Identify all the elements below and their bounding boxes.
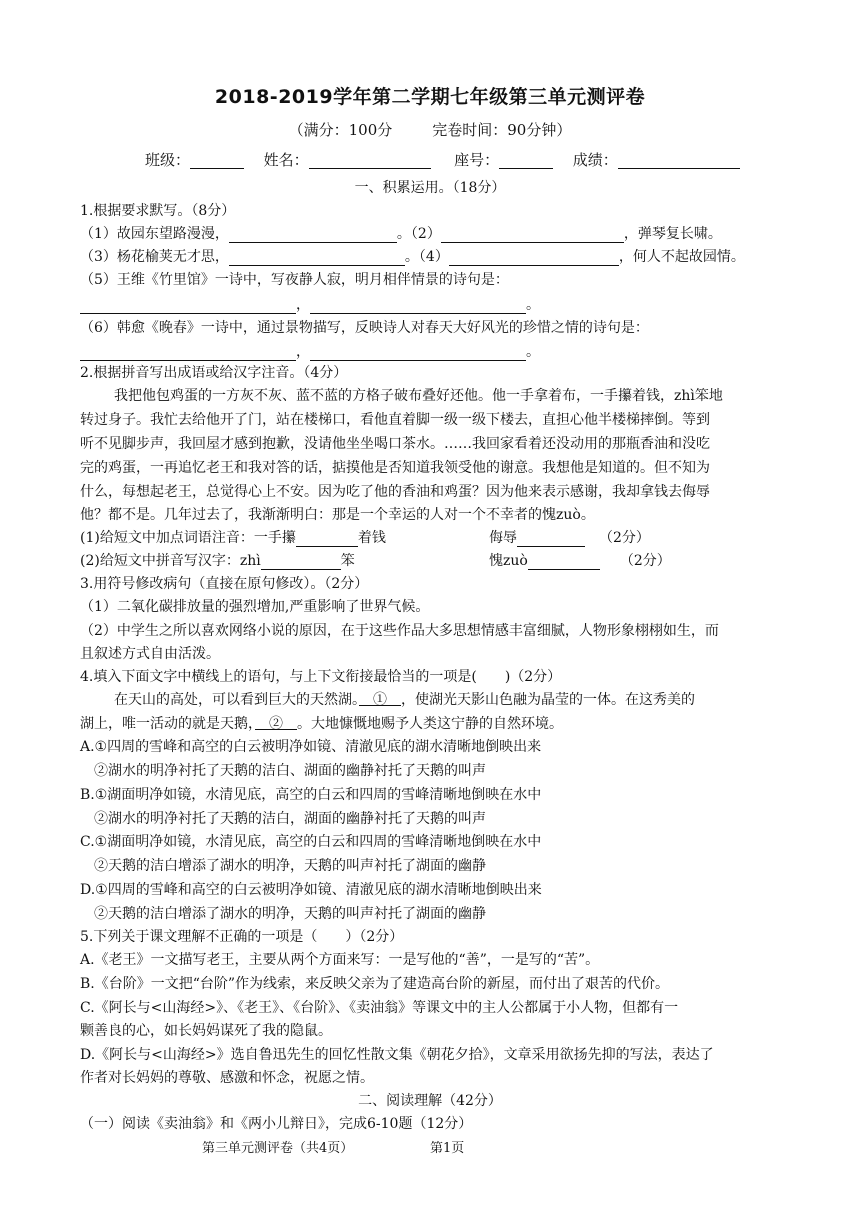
seat-label: 座号： (454, 151, 500, 169)
q1-2-text: ，弹琴复长啸。 (623, 226, 722, 242)
q2-sub1-b (489, 529, 650, 547)
q1-6-blank-b[interactable] (310, 346, 526, 361)
q5-option-d-cont: 作者对长妈妈的尊敬、感激和怀念，祝愿之情。 (80, 1070, 374, 1086)
q2-sub2-text: (2)给短文中拼音写汉字：zhì (80, 553, 261, 569)
exam-subtitle (0, 121, 860, 139)
q5-stem: 5.下列关于课文理解不正确的一项是（ ）（2分） (80, 929, 404, 945)
q5-option-d[interactable]: D.《阿长与<山海经>》选自鲁迅先生的回忆性散文集《朝花夕拾》，文章采用欲扬先抑的写法，表达了 (80, 1047, 714, 1063)
q1-5-blank-b[interactable] (310, 299, 526, 314)
passage-line: 我把他包鸡蛋的一方灰不灰、蓝不蓝的方格子破布叠好还他。他一手拿着布，一手攥着钱，zhì笨地 (114, 388, 723, 404)
q2-stem: 2.根据拼音写出成语或给汉字注音。（4分） (80, 365, 348, 381)
section2-heading: 二、阅读理解（42分） (358, 1093, 502, 1109)
q1-2-blank[interactable] (441, 228, 624, 243)
q1-3-blank[interactable] (229, 251, 405, 266)
q2-sub2 (80, 552, 355, 570)
q1-5-stem: （5）王维《竹里馆》一诗中，写夜静人寂，明月相伴情景的诗句是： (80, 272, 509, 288)
q4-stem: 4.填入下面文字中横线上的语句，与上下文衔接最恰当的一项是( )（2分） (80, 669, 562, 685)
page-title: 2018-2019学年第二学期七年级第三单元测评卷 (214, 86, 646, 108)
full-score-text: （满分：100分 (288, 121, 393, 139)
q4-option-a1[interactable]: A.①四周的雪峰和高空的白云被明净如镜、清澈见底的湖水清晰地倒映出来 (80, 739, 542, 755)
seat-blank[interactable] (499, 154, 553, 169)
q3-line2: （2）中学生之所以喜欢网络小说的原因，在于这些作品大多思想情感丰富细腻，人物形象栩栩如生，而 (80, 623, 719, 639)
q1-line1 (80, 225, 722, 243)
passage-line: 听不见脚步声，我回屋才感到抱歉，没请他坐坐喝口茶水。……我回家看着还没动用的那瓶香油和没吃 (80, 436, 710, 452)
section2-part1: （一）阅读《卖油翁》和《两小儿辩日》，完成6-10题（12分） (80, 1116, 473, 1132)
q4-option-c1[interactable]: C.①湖面明净如镜，水清见底，高空的白云和四周的雪峰清晰地倒映在水中 (80, 834, 542, 850)
q1-line2 (80, 248, 745, 266)
exam-time-text: 完卷时间：90分钟） (432, 121, 572, 139)
q5-option-b[interactable]: B.《台阶》一文把“台阶”作为线索，来反映父亲为了建造高台阶的新屋，而付出了艰苦的代价。 (80, 976, 670, 992)
q3-line1: （1）二氧化碳排放量的强烈增加,严重影响了世界气候。 (80, 599, 430, 615)
q4-text: 湖上，唯一活动的就是天鹅， (80, 716, 255, 732)
q1-4-text: ，何人不起故园情。 (618, 249, 745, 265)
q2-sub2-b (489, 552, 671, 570)
q2-sub2-word: 笨 (340, 553, 355, 569)
q1-1-text: （1）故园东望路漫漫， (80, 226, 229, 242)
q4-text: ，使湖光天影山色融为晶莹的一体。在这秀美的 (401, 692, 695, 708)
q4-passage-2 (80, 715, 563, 733)
q4-passage-1 (114, 691, 695, 709)
period: 。 (526, 297, 540, 313)
q2-sub1-blank-a[interactable] (296, 532, 358, 547)
q1-4-label: 。（4） (404, 249, 449, 265)
class-label: 班级： (145, 151, 191, 169)
q2-sub2-word2: 愧zuò (489, 553, 528, 569)
q1-6-answer (80, 343, 540, 361)
q4-blank-2[interactable]: ② (255, 716, 297, 732)
q5-option-a[interactable]: A.《老王》一文描写老王，主要从两个方面来写：一是写他的“善”，一是写的“苦”。 (80, 952, 600, 968)
passage-line: 完的鸡蛋，一再追忆老王和我对答的话，掂摸他是否知道我领受他的谢意。我想他是知道的。但不知为 (80, 460, 710, 476)
q3-line2-cont: 且叙述方式自由活泼。 (80, 646, 220, 662)
period: 。 (526, 344, 540, 360)
page-number: 第1页 (430, 1141, 465, 1156)
section1-heading: 一、积累运用。（18分） (354, 180, 506, 196)
q2-sub1-text: (1)给短文中加点词语注音：一手攥 (80, 530, 296, 546)
q1-6-stem: （6）韩愈《晚春》一诗中，通过景物描写，反映诗人对春天大好风光的珍惜之情的诗句是： (80, 320, 649, 336)
passage-line: 他？都不是。几年过去了，我渐渐明白：那是一个幸运的人对一个不幸者的愧zuò。 (80, 507, 595, 523)
q1-5-blank-a[interactable] (80, 299, 296, 314)
q2-sub1-score: （2分） (599, 530, 650, 546)
name-blank[interactable] (309, 154, 431, 169)
q2-sub2-score: （2分） (619, 553, 671, 569)
score-label: 成绩： (572, 151, 618, 169)
q1-stem: 1.根据要求默写。（8分） (80, 203, 236, 219)
q4-option-b1[interactable]: B.①湖面明净如镜，水清见底，高空的白云和四周的雪峰清晰地倒映在水中 (80, 787, 542, 803)
q4-text: 在天山的高处，可以看到巨大的天然湖。 (114, 692, 359, 708)
q4-option-c2: ②天鹅的洁白增添了湖水的明净，天鹅的叫声衬托了湖面的幽静 (94, 858, 486, 874)
score-blank[interactable] (618, 154, 740, 169)
q4-blank-1[interactable]: ① (359, 692, 401, 708)
q5-option-c[interactable]: C.《阿长与<山海经>》、《老王》、《台阶》、《卖油翁》等课文中的主人公都属于小人物，但都有一 (80, 1000, 679, 1016)
q4-text: 。大地慷慨地赐予人类这宁静的自然环境。 (297, 716, 563, 732)
q4-option-a2: ②湖水的明净衬托了天鹅的洁白、湖面的幽静衬托了天鹅的叫声 (94, 763, 486, 779)
q1-3-text: （3）杨花榆荚无才思， (80, 249, 229, 265)
class-blank[interactable] (190, 154, 244, 169)
q1-6-blank-a[interactable] (80, 346, 296, 361)
comma: ， (296, 297, 310, 313)
q2-sub2-blank-a[interactable] (261, 555, 341, 570)
q1-2-label: 。（2） (396, 226, 441, 242)
q4-option-d1[interactable]: D.①四周的雪峰和高空的白云被明净如镜、清澈见底的湖水清晰地倒映出来 (80, 882, 542, 898)
name-label: 姓名： (263, 151, 309, 169)
q2-sub1-word2: 侮辱 (489, 530, 517, 546)
q1-4-blank[interactable] (449, 251, 619, 266)
comma: ， (296, 344, 310, 360)
footer-left: 第三单元测评卷（共4页） (202, 1141, 354, 1156)
q1-1-blank[interactable] (229, 228, 397, 243)
q2-sub1 (80, 529, 386, 547)
q4-option-b2: ②湖水的明净衬托了天鹅的洁白，湖面的幽静衬托了天鹅的叫声 (94, 811, 486, 827)
q2-sub2-blank-b[interactable] (528, 555, 600, 570)
passage-line: 什么，每想起老王，总觉得心上不安。因为吃了他的香油和鸡蛋？因为他来表示感谢，我却拿钱去侮辱 (80, 484, 710, 500)
q5-option-c-cont: 颗善良的心，如长妈妈谋死了我的隐鼠。 (80, 1023, 332, 1039)
passage-line: 转过身子。我忙去给他开了门，站在楼梯口，看他直着脚一级一级下楼去，直担心他半楼梯摔倒。等到 (80, 412, 710, 428)
q2-sub1-word: 着钱 (357, 530, 386, 546)
q3-stem: 3.用符号修改病句（直接在原句修改）。（2分） (80, 576, 369, 592)
q1-5-answer (80, 296, 540, 314)
q2-sub1-blank-b[interactable] (517, 532, 585, 547)
q4-option-d2: ②天鹅的洁白增添了湖水的明净，天鹅的叫声衬托了湖面的幽静 (94, 906, 486, 922)
student-info-row (145, 151, 740, 169)
